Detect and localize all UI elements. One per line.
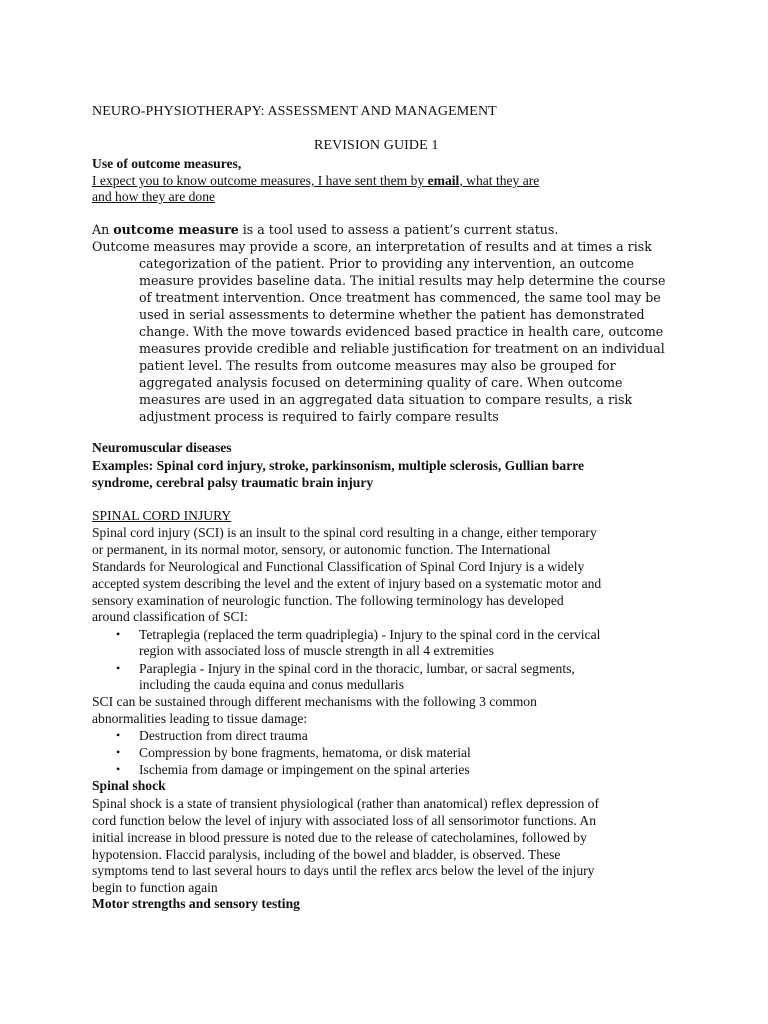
outcome-paragraph-line: aggregated analysis focused on determining quality of care. When outcome (139, 375, 623, 390)
outcome-paragraph-line: measures are used in an aggregated data situation to compare results, a risk (139, 392, 633, 407)
outcome-definition-term: outcome measure (113, 222, 239, 237)
shock-paragraph-line: begin to function again (92, 880, 218, 895)
outcome-definition-start: An (92, 222, 114, 237)
shock-paragraph-line: symptoms tend to last several hours to days until the reflex arcs below the level of the injury (92, 863, 595, 878)
sci-intro-line: sensory examination of neurologic function. The following terminology has developed (92, 593, 564, 608)
sci-intro-line: around classification of SCI: (92, 609, 248, 624)
sci-mechanism-intro: SCI can be sustained through different mechanisms with the following 3 common (92, 694, 537, 709)
sci-term-line: region with associated loss of muscle strength in all 4 extremities (139, 643, 494, 658)
shock-heading: Spinal shock (92, 778, 166, 793)
outcome-definition-end: is a tool used to assess a patient’s current status. (238, 222, 559, 237)
bullet-icon: • (116, 627, 121, 641)
bullet-icon: • (116, 745, 121, 759)
outcome-paragraph-line: patient level. The results from outcome measures may also be grouped for (139, 358, 616, 373)
neuro-heading: Neuromuscular diseases (92, 440, 232, 455)
bullet-icon: • (116, 762, 121, 776)
neuro-examples-line: syndrome, cerebral palsy traumatic brain injury (92, 475, 374, 490)
sci-term-line: Tetraplegia (replaced the term quadriplegia) - Injury to the spinal cord in the cervical (139, 627, 601, 642)
shock-paragraph-line: Spinal shock is a state of transient physiological (rather than anatomical) reflex depression of (92, 796, 599, 811)
sci-intro-line: Spinal cord injury (SCI) is an insult to the spinal cord resulting in a change, either temporary (92, 525, 597, 540)
outcome-paragraph-line: change. With the move towards evidenced based practice in health care, outcome (139, 324, 664, 339)
sci-intro-line: or permanent, in its normal motor, sensory, or autonomic function. The International (92, 542, 551, 557)
document-subtitle: REVISION GUIDE 1 (314, 138, 439, 153)
outcome-note-text: I expect you to know outcome measures, I have sent them by (92, 173, 428, 188)
sci-mechanism-item: Ischemia from damage or impingement on the spinal arteries (139, 762, 470, 777)
sci-term-line: Paraplegia - Injury in the spinal cord in the thoracic, lumbar, or sacral segments, (139, 661, 575, 676)
outcome-definition (92, 221, 558, 238)
outcome-paragraph-line: of treatment intervention. Once treatment has commenced, the same tool may be (139, 290, 661, 305)
outcome-paragraph-line: measure provides baseline data. The initial results may help determine the course (139, 273, 666, 288)
outcome-note-email: email (427, 173, 460, 188)
sci-mechanism-item: Destruction from direct trauma (139, 728, 308, 743)
outcome-paragraph-line: categorization of the patient. Prior to providing any intervention, an outcome (139, 256, 634, 271)
outcome-note-text-end: , what they are (459, 173, 540, 188)
outcome-heading: Use of outcome measures, (92, 156, 242, 171)
shock-paragraph-line: cord function below the level of injury with associated loss of all sensorimotor functions. An (92, 813, 597, 828)
neuro-examples-line: Examples: Spinal cord injury, stroke, parkinsonism, multiple sclerosis, Gullian barre (92, 458, 585, 473)
sci-term-line: including the cauda equina and conus medullaris (139, 677, 404, 692)
document-title: NEURO-PHYSIOTHERAPY: ASSESSMENT AND MANAGEMENT (92, 104, 497, 119)
shock-paragraph-line: hypotension. Flaccid paralysis, including of the bowel and bladder, is observed. These (92, 847, 561, 862)
outcome-paragraph-line: used in serial assessments to determine whether the patient has demonstrated (139, 307, 645, 322)
outcome-paragraph-line: measures provide credible and reliable justification for treatment on an individual (139, 341, 665, 356)
outcome-note-line-1 (92, 172, 539, 189)
sci-mechanism-item: Compression by bone fragments, hematoma, or disk material (139, 745, 471, 760)
shock-paragraph-line: initial increase in blood pressure is noted due to the release of catecholamines, followed by (92, 830, 587, 845)
sci-intro-line: accepted system describing the level and the extent of injury based on a systematic motor and (92, 576, 602, 591)
outcome-note-line-2: and how they are done (92, 189, 216, 204)
bullet-icon: • (116, 661, 121, 675)
motor-heading: Motor strengths and sensory testing (92, 896, 300, 911)
outcome-paragraph-line: Outcome measures may provide a score, an interpretation of results and at times a risk (92, 239, 652, 254)
sci-heading: SPINAL CORD INJURY (92, 508, 232, 523)
sci-mechanism-intro: abnormalities leading to tissue damage: (92, 711, 308, 726)
outcome-paragraph-line: adjustment process is required to fairly compare results (139, 409, 499, 424)
bullet-icon: • (116, 728, 121, 742)
sci-intro-line: Standards for Neurological and Functional Classification of Spinal Cord Injury is a widely (92, 559, 585, 574)
